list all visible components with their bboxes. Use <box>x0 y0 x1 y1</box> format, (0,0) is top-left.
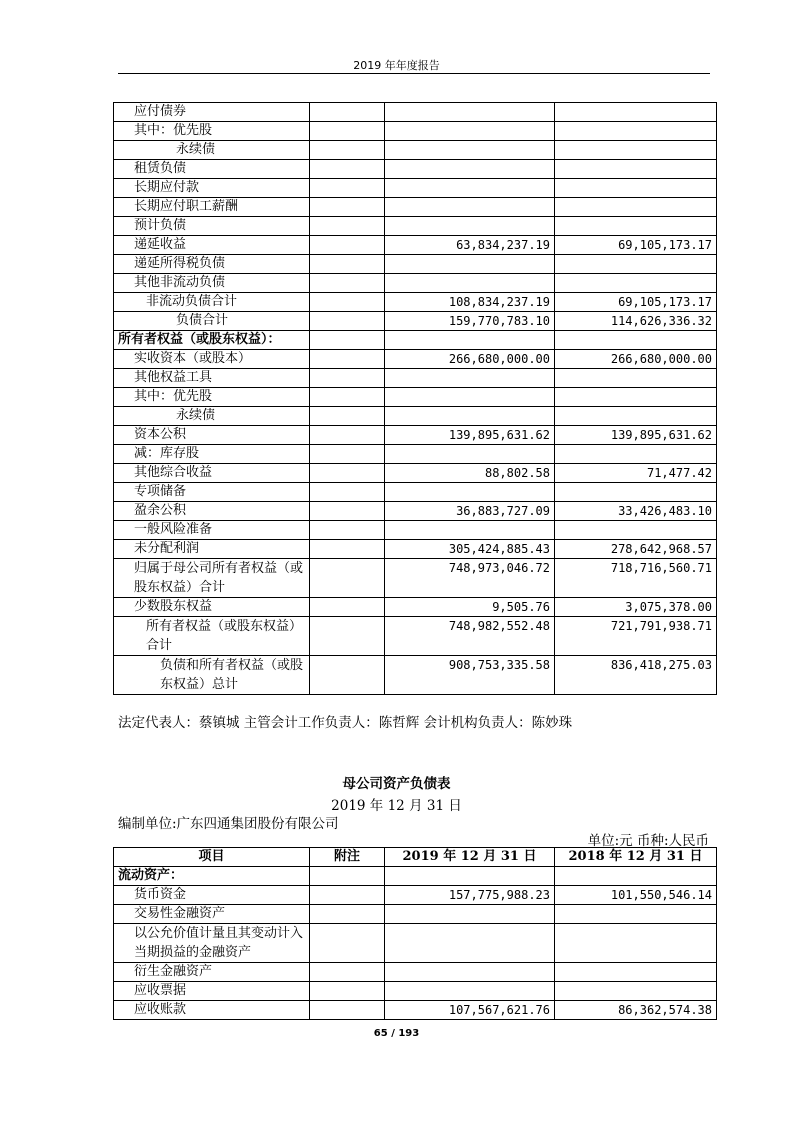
row-label: 未分配利润 <box>114 540 310 559</box>
row-note <box>310 867 385 886</box>
row-note <box>310 312 385 331</box>
row-value-2018: 101,550,546.14 <box>555 886 717 905</box>
row-label: 其他综合收益 <box>114 464 310 483</box>
row-label: 非流动负债合计 <box>114 293 310 312</box>
table-row <box>114 445 717 464</box>
row-value-2018: 114,626,336.32 <box>555 312 717 331</box>
row-label: 交易性金融资产 <box>114 905 310 924</box>
row-value-2018 <box>555 122 717 141</box>
row-value-2018: 86,362,574.38 <box>555 1001 717 1020</box>
table-row <box>114 255 717 274</box>
table-row <box>114 521 717 540</box>
row-value-2019: 157,775,988.23 <box>385 886 555 905</box>
row-note <box>310 540 385 559</box>
row-value-2018: 721,791,938.71 <box>555 617 717 656</box>
row-label: 以公允价值计量且其变动计入当期损益的金融资产 <box>114 924 310 963</box>
row-value-2018: 69,105,173.17 <box>555 293 717 312</box>
row-label: 其他非流动负债 <box>114 274 310 293</box>
header-note: 附注 <box>310 848 385 867</box>
row-value-2019 <box>385 217 555 236</box>
row-value-2019 <box>385 445 555 464</box>
row-note <box>310 924 385 963</box>
row-note <box>310 502 385 521</box>
table-row <box>114 388 717 407</box>
row-value-2019 <box>385 179 555 198</box>
table-row <box>114 867 717 886</box>
row-value-2019 <box>385 274 555 293</box>
row-value-2018 <box>555 407 717 426</box>
table-row <box>114 598 717 617</box>
table-row <box>114 483 717 502</box>
row-value-2019: 88,802.58 <box>385 464 555 483</box>
table-row <box>114 502 717 521</box>
table-row <box>114 274 717 293</box>
row-label: 实收资本（或股本） <box>114 350 310 369</box>
parent-balance-sheet-table <box>113 847 717 1020</box>
row-value-2019: 107,567,621.76 <box>385 1001 555 1020</box>
row-note <box>310 293 385 312</box>
table-row <box>114 656 717 695</box>
row-label: 其中：优先股 <box>114 122 310 141</box>
row-value-2019 <box>385 905 555 924</box>
row-label: 租赁负债 <box>114 160 310 179</box>
row-value-2019 <box>385 160 555 179</box>
row-value-2018 <box>555 963 717 982</box>
row-label: 其他权益工具 <box>114 369 310 388</box>
row-note <box>310 198 385 217</box>
row-label: 负债合计 <box>114 312 310 331</box>
row-note <box>310 331 385 350</box>
row-label: 衍生金融资产 <box>114 963 310 982</box>
row-value-2019 <box>385 867 555 886</box>
table-row <box>114 369 717 388</box>
table-row <box>114 559 717 598</box>
row-note <box>310 103 385 122</box>
table-header-row <box>114 848 717 867</box>
row-value-2019 <box>385 407 555 426</box>
row-label: 其中：优先股 <box>114 388 310 407</box>
row-value-2019: 63,834,237.19 <box>385 236 555 255</box>
row-label: 减：库存股 <box>114 445 310 464</box>
row-value-2018 <box>555 388 717 407</box>
row-label: 负债和所有者权益（或股东权益）总计 <box>114 656 310 695</box>
row-note <box>310 369 385 388</box>
row-label: 递延收益 <box>114 236 310 255</box>
row-value-2018 <box>555 521 717 540</box>
row-note <box>310 464 385 483</box>
table-row <box>114 160 717 179</box>
row-label: 应付债券 <box>114 103 310 122</box>
row-note <box>310 559 385 598</box>
row-note <box>310 426 385 445</box>
row-label: 所有者权益（或股东权益）合计 <box>114 617 310 656</box>
header-2018: 2018 年 12 月 31 日 <box>555 848 717 867</box>
balance-sheet-continued-table <box>113 102 717 695</box>
page-header: 2019 年年度报告 <box>353 59 440 72</box>
row-value-2019 <box>385 521 555 540</box>
header-2019: 2019 年 12 月 31 日 <box>385 848 555 867</box>
table-row <box>114 217 717 236</box>
table-row <box>114 905 717 924</box>
row-value-2018: 718,716,560.71 <box>555 559 717 598</box>
table-row <box>114 407 717 426</box>
row-label: 流动资产： <box>114 867 310 886</box>
row-label: 盈余公积 <box>114 502 310 521</box>
row-value-2018 <box>555 217 717 236</box>
row-value-2018 <box>555 255 717 274</box>
row-value-2019 <box>385 963 555 982</box>
row-value-2019: 36,883,727.09 <box>385 502 555 521</box>
row-value-2018 <box>555 141 717 160</box>
row-note <box>310 350 385 369</box>
header-item: 项目 <box>114 848 310 867</box>
row-value-2018 <box>555 982 717 1001</box>
row-value-2018: 71,477.42 <box>555 464 717 483</box>
row-label: 预计负债 <box>114 217 310 236</box>
table-row <box>114 426 717 445</box>
row-value-2019: 748,982,552.48 <box>385 617 555 656</box>
row-value-2018 <box>555 274 717 293</box>
row-label: 长期应付职工薪酬 <box>114 198 310 217</box>
row-value-2018 <box>555 483 717 502</box>
row-label: 永续债 <box>114 407 310 426</box>
row-value-2019 <box>385 924 555 963</box>
row-value-2018: 3,075,378.00 <box>555 598 717 617</box>
row-value-2018 <box>555 179 717 198</box>
row-note <box>310 122 385 141</box>
row-value-2018 <box>555 445 717 464</box>
row-note <box>310 617 385 656</box>
row-value-2018 <box>555 867 717 886</box>
row-note <box>310 483 385 502</box>
row-value-2019 <box>385 388 555 407</box>
table-row <box>114 982 717 1001</box>
row-label: 永续债 <box>114 141 310 160</box>
row-label: 专项储备 <box>114 483 310 502</box>
row-value-2019 <box>385 483 555 502</box>
header-rule <box>118 73 710 74</box>
row-note <box>310 886 385 905</box>
table-row <box>114 464 717 483</box>
row-value-2018 <box>555 331 717 350</box>
row-value-2019: 9,505.76 <box>385 598 555 617</box>
row-value-2018 <box>555 160 717 179</box>
row-note <box>310 236 385 255</box>
row-note <box>310 255 385 274</box>
row-value-2018: 139,895,631.62 <box>555 426 717 445</box>
row-value-2019: 908,753,335.58 <box>385 656 555 695</box>
row-note <box>310 141 385 160</box>
preparer-unit: 编制单位:广东四通集团股份有限公司 <box>118 816 339 832</box>
row-label: 递延所得税负债 <box>114 255 310 274</box>
row-label: 所有者权益（或股东权益）： <box>114 331 310 350</box>
row-value-2019 <box>385 369 555 388</box>
row-value-2019: 159,770,783.10 <box>385 312 555 331</box>
row-value-2019 <box>385 141 555 160</box>
row-label: 应收账款 <box>114 1001 310 1020</box>
table-row <box>114 293 717 312</box>
signature-line: 法定代表人：蔡镇城 主管会计工作负责人：陈哲辉 会计机构负责人：陈妙珠 <box>118 715 573 731</box>
row-note <box>310 388 385 407</box>
row-value-2019 <box>385 122 555 141</box>
row-label: 货币资金 <box>114 886 310 905</box>
table-row <box>114 141 717 160</box>
table1-body <box>114 103 717 695</box>
row-value-2019: 108,834,237.19 <box>385 293 555 312</box>
row-label: 长期应付款 <box>114 179 310 198</box>
row-label: 归属于母公司所有者权益（或股东权益）合计 <box>114 559 310 598</box>
section-title: 母公司资产负债表 <box>342 776 451 792</box>
row-note <box>310 656 385 695</box>
row-value-2018 <box>555 103 717 122</box>
row-value-2019 <box>385 331 555 350</box>
row-value-2018 <box>555 369 717 388</box>
row-label: 一般风险准备 <box>114 521 310 540</box>
table-row <box>114 122 717 141</box>
row-note <box>310 521 385 540</box>
table2-body <box>114 867 717 1020</box>
row-note <box>310 1001 385 1020</box>
row-value-2019: 305,424,885.43 <box>385 540 555 559</box>
table-row <box>114 103 717 122</box>
row-value-2019 <box>385 982 555 1001</box>
table-row <box>114 236 717 255</box>
row-note <box>310 160 385 179</box>
table-row <box>114 198 717 217</box>
row-value-2019 <box>385 198 555 217</box>
row-label: 资本公积 <box>114 426 310 445</box>
row-note <box>310 407 385 426</box>
section-date: 2019 年 12 月 31 日 <box>331 798 462 814</box>
row-value-2019 <box>385 103 555 122</box>
row-value-2018 <box>555 905 717 924</box>
table-row <box>114 540 717 559</box>
table-row <box>114 886 717 905</box>
row-note <box>310 963 385 982</box>
row-label: 应收票据 <box>114 982 310 1001</box>
row-value-2018: 836,418,275.03 <box>555 656 717 695</box>
row-note <box>310 274 385 293</box>
row-value-2019: 139,895,631.62 <box>385 426 555 445</box>
row-note <box>310 445 385 464</box>
row-value-2018: 266,680,000.00 <box>555 350 717 369</box>
row-value-2019 <box>385 255 555 274</box>
table-row <box>114 1001 717 1020</box>
table-row <box>114 924 717 963</box>
row-note <box>310 598 385 617</box>
table-row <box>114 331 717 350</box>
row-value-2018 <box>555 924 717 963</box>
table-row <box>114 963 717 982</box>
table-row <box>114 312 717 331</box>
row-note <box>310 179 385 198</box>
row-value-2019: 748,973,046.72 <box>385 559 555 598</box>
row-note <box>310 905 385 924</box>
table-row <box>114 179 717 198</box>
row-value-2018 <box>555 198 717 217</box>
row-note <box>310 217 385 236</box>
row-note <box>310 982 385 1001</box>
table-row <box>114 617 717 656</box>
page-number: 65 / 193 <box>373 1028 420 1039</box>
row-label: 少数股东权益 <box>114 598 310 617</box>
table-row <box>114 350 717 369</box>
row-value-2018: 33,426,483.10 <box>555 502 717 521</box>
row-value-2018: 278,642,968.57 <box>555 540 717 559</box>
row-value-2018: 69,105,173.17 <box>555 236 717 255</box>
row-value-2019: 266,680,000.00 <box>385 350 555 369</box>
currency-unit: 单位:元 币种:人民币 <box>587 833 709 849</box>
